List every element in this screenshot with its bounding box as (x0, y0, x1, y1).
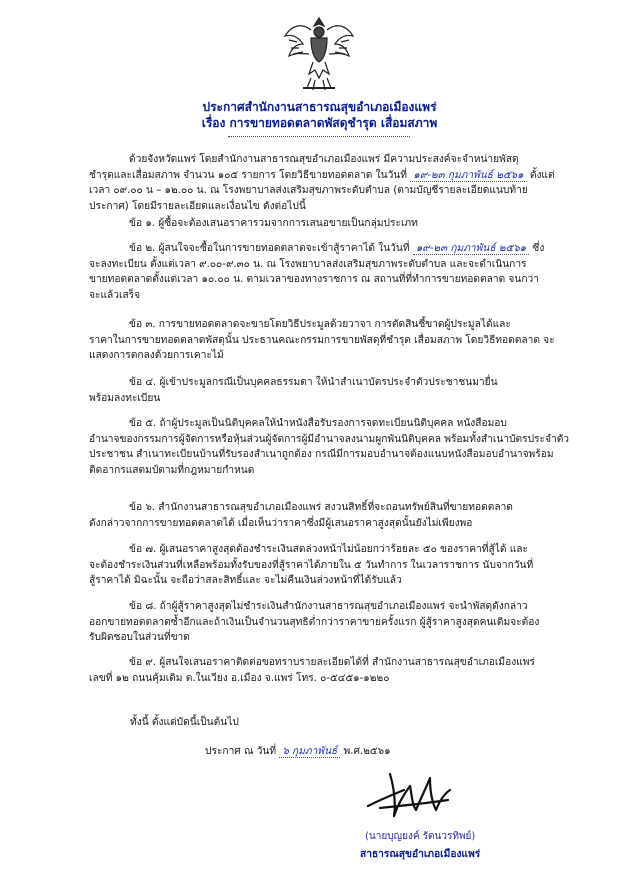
clause-line: ข้อ ๒. ผู้สนใจจะซื้อในการขายทอดตลาดจะเข้าสู้ราคาได้ ในวันที่ ๑๙-๒๓ กุมภาพันธ์ ๒๕๖๑ ซึ่ง (129, 243, 545, 254)
clause-line: ข้อ ๓. การขายทอดตลาดจะขายโดยวิธีประมูลด้วยวาจา การตัดสินชี้ขาดผู้ประมูลได้และ (129, 319, 511, 330)
clause-line: ข้อ ๔. ผู้เข้าประมูลกรณีเป็นบุคคลธรรมดา ให้นำสำเนาบัตรประจำตัวประชาชนมายื่น (129, 377, 498, 388)
clause-line: จะต้องชำระเงินส่วนที่เหลือพร้อมทั้งรับของที่สู้ราคาได้ภายใน ๕ วันทำการ ในเวลาราชการ นับจากวันที่ (89, 559, 534, 571)
clause-line: เลขที่ ๑๒ ถนนคุ้มเดิม ต.ในเวียง อ.เมือง จ.แพร่ โทร. ๐-๕๔๕๑-๑๒๒๐ (89, 672, 390, 684)
clause-4 (89, 375, 565, 406)
clause-line: ติดอากรแสตมป์ตามที่กฎหมายกำหนด (89, 464, 255, 476)
clause-line: ขายทอดตลาดตั้งแต่เวลา ๑๐.๐๐ น. ตามเวลาของทางราชการ ณ สถานที่ที่ทำการขายทอดตลาด จนกว่า (89, 274, 539, 286)
clause-1 (89, 216, 565, 232)
signature-icon (360, 760, 480, 825)
signer-name: (นายบุญยงค์ รัตนวรทิพย์) (365, 831, 476, 842)
clause-8 (89, 599, 565, 646)
clause-line: ประชาชน สำเนาทะเบียนบ้านที่รับรองสำเนาถูกต้อง กรณีมีการมอบอำนาจต้องแนบหนังสือมอบอำนาจพร้อม (89, 449, 554, 461)
clause-line: ดังกล่าวจากการขายทอดตลาดได้ เมื่อเห็นว่าราคาซึ่งมีผู้เสนอราคาสูงสุดนั้นยังไม่เพียงพอ (89, 517, 473, 529)
clause-line: ข้อ ๙. ผู้สนใจเสนอราคาติดต่อขอทราบรายละเอียดได้ที่ สำนักงานสาธารณสุขอำเภอเมืองแพร่ (129, 657, 535, 668)
clause-5 (89, 416, 570, 478)
clause-9 (89, 655, 565, 686)
closing-statement: ทั้งนี้ ตั้งแต่บัดนี้เป็นต้นไป (130, 717, 239, 728)
garuda-emblem-icon (281, 14, 357, 94)
clause-line: ออกขายทอดตลาดซ้ำอีกและถ้าเงินเป็นจำนวนสุทธิต่ำกว่าราคาขายครั้งแรก ผู้สู้ราคาสูงสุดคนเดิมจะต้อง (89, 616, 540, 628)
clause-line: จะแล้วเสร็จ (89, 289, 141, 301)
intro-line: ด้วยจังหวัดแพร่ โดยสำนักงานสาธารณสุขอำเภอเมืองแพร่ มีความประสงค์จะจำหน่ายพัสดุ (129, 154, 519, 165)
clause-line: ข้อ ๑. ผู้ซื้อจะต้องเสนอราคารวมจากการเสนอขายเป็นกลุ่มประเภท (129, 218, 418, 229)
clause-3 (89, 317, 565, 364)
handwritten-date: ๖ กุมภาพันธ์ (279, 746, 340, 758)
clause-line: ข้อ ๗. ผู้เสนอราคาสูงสุดต้องชำระเงินสดล่วงหน้าไม่น้อยกว่าร้อยละ ๕๐ ของราคาที่สู้ได้ และ (129, 544, 528, 555)
clause-line: จะลงทะเบียน ตั้งแต่เวลา ๙.๐๐-๙.๓๐ น. ณ โรงพยาบาลส่งเสริมสุขภาพระดับตำบล และจะดำเนินการ (89, 258, 527, 270)
handwritten-date: ๑๙-๒๓ กุมภาพันธ์ ๒๕๖๑ (410, 170, 526, 182)
clause-line: ข้อ ๕. ถ้าผู้ประมูลเป็นนิติบุคคลให้นำหนังสือรับรองการจดทะเบียนนิติบุคคล หนังสือมอบ (129, 418, 507, 429)
clause-line: รับผิดชอบในส่วนที่ขาด (89, 632, 190, 644)
clause-line: ข้อ ๘. ถ้าผู้สู้ราคาสูงสุดไม่ชำระเงินสำนักงานสาธารณสุขอำเภอเมืองแพร่ จะนำพัสดุดังกล่าว (129, 601, 528, 612)
clause-line: ราคาในการขายทอดตลาดพัสดุนั้น ประธานคณะกรรมการขายพัสดุที่ชำรุด เสื่อมสภาพ โดยวิธีทอดตลาด จะ (89, 334, 555, 346)
clause-line: อำนาจของกรรมการผู้จัดการหรือหุ้นส่วนผู้จัดการผู้มีอำนาจลงนามผูกพันนิติบุคคล พร้อมทั้งสำเนาบัตรประจำตัว (89, 433, 570, 445)
clause-2 (89, 241, 565, 303)
document-title: ประกาศสำนักงานสาธารณสุขอำเภอเมืองแพร่ (202, 100, 437, 114)
clause-line: สู้ราคาได้ มิฉะนั้น จะถือว่าสละสิทธิ์และ จะไม่คืนเงินล่วงหน้าที่ได้รับแล้ว (89, 575, 402, 587)
document-subject: เรื่อง การขายทอดตลาดพัสดุชำรุด เสื่อมสภาพ (201, 116, 438, 130)
intro-line: ชำรุดและเสื่อมสภาพ จำนวน ๑๐๕ รายการ โดยวิธีขายทอดตลาด ในวันที่ ๑๙-๒๓ กุมภาพันธ์ ๒๕๖๑ ตั้งแต่ (89, 169, 555, 181)
clause-7 (89, 542, 565, 589)
intro-line: เวลา ๐๙.๐๐ น – ๑๒.๐๐ น. ณ โรงพยาบาลส่งเสริมสุขภาพระดับตำบล (ตามบัญชีรายละเอียดแนบท้าย (89, 185, 528, 197)
clause-6 (89, 500, 565, 531)
clause-line: พร้อมลงทะเบียน (89, 392, 161, 404)
clause-line: ข้อ ๖. สำนักงานสาธารณสุขอำเภอเมืองแพร่ สงวนสิทธิ์ที่จะถอนทรัพย์สินที่ขายทอดตลาด (129, 502, 513, 513)
intro-line: ประกาศ) โดยมีรายละเอียดและเงื่อนไข ดังต่อไปนี้ (89, 200, 306, 212)
announcement-date: ประกาศ ณ วันที่ ๖ กุมภาพันธ์ พ.ศ.๒๕๖๑ (205, 746, 391, 757)
signer-position: สาธารณสุขอำเภอเมืองแพร่ (360, 849, 481, 860)
clause-line: แสดงการตกลงด้วยการเคาะไม้ (89, 350, 224, 362)
handwritten-date: ๑๙-๒๓ กุมภาพันธ์ ๒๕๖๑ (413, 243, 529, 255)
intro-paragraph (89, 152, 565, 214)
title-divider (228, 136, 410, 137)
